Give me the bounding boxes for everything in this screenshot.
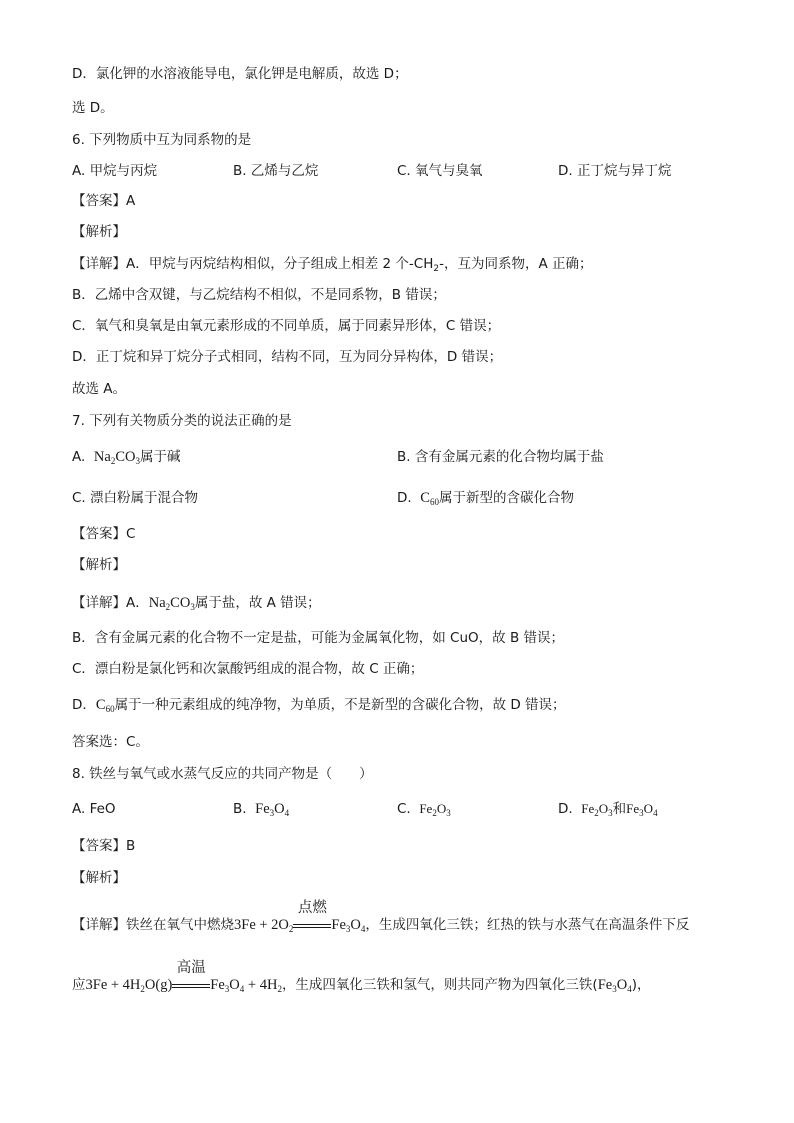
option-b: B. 含有金属元素的化合物均属于盐 [397, 449, 604, 465]
question-6: 6. 下列物质中互为同系物的是 [72, 132, 252, 148]
explanation-line: C．氧气和臭氧是由氧元素形成的不同单质，属于同素异形体，C 错误； [72, 318, 501, 334]
explanation-text: 应 [72, 977, 86, 993]
option-letter: A. [72, 449, 86, 465]
option-a: A. FeO [72, 801, 116, 817]
equation: $3Fe + 4H_2O(g)$ 高温 $Fe_3O_4 + 4H_2$ [85, 960, 282, 994]
formula: $Fe_3O_4$ [255, 801, 290, 818]
explanation-line: 【详解】A．甲烷与丙烷结构相似，分子组成上相差 2 个$-CH_2-$，互为同系物，A 正确； [72, 256, 593, 274]
answer-tag: 【答案】 [72, 193, 126, 209]
option-letter: D. [558, 801, 573, 817]
formula: $Fe_2O_3$ [581, 801, 613, 818]
explanation-text: ，生成四氧化三铁和氢气，则共同产物为四氧化三铁( [281, 977, 598, 993]
question-7: 7. 下列有关物质分类的说法正确的是 [72, 413, 292, 429]
explanation-text: A．甲烷与丙烷结构相似，分子组成上相差 2 个-CH [126, 256, 434, 272]
answer-tag: 【答案】 [72, 838, 126, 854]
option-letter: D. [397, 490, 412, 506]
explanation-text: A． [126, 595, 149, 611]
option-d: D. 正丁烷与异丁烷 [558, 163, 672, 179]
formula: $Na_2CO_3$ [93, 449, 140, 466]
question-8: 8. 铁丝与氧气或水蒸气反应的共同产物是（ ） [72, 766, 373, 782]
answer-value: C [126, 526, 136, 542]
analysis-tag: 【解析】 [72, 224, 126, 240]
explanation-line [72, 960, 651, 994]
option-d [397, 489, 574, 507]
explanation-text: 属于盐，故 A 错误； [194, 595, 321, 611]
detail-tag: 【详解】 [72, 917, 126, 933]
explanation-line [72, 900, 690, 934]
option-c: C. 氧气与臭氧 [397, 163, 483, 179]
option-text: 属于新型的含碳化合物 [438, 490, 574, 506]
explanation-line: C．漂白粉是氯化钙和次氯酸钙组成的混合物，故 C 正确； [72, 661, 424, 677]
option-letter: C. [397, 801, 411, 817]
analysis-tag: 【解析】 [72, 557, 126, 573]
formula: $C_{60}$ [95, 697, 115, 714]
option-letter: B. [233, 801, 247, 817]
condition-label: 高温 [176, 960, 206, 976]
explanation-text: )， [631, 977, 651, 993]
answer-tag: 【答案】 [72, 526, 126, 542]
option-text: 属于碱 [139, 449, 181, 465]
text-line: 选 D。 [72, 100, 114, 116]
condition-label: 点燃 [297, 900, 327, 916]
option-b: B. 乙烯与乙烷 [233, 163, 319, 179]
answer-value: A [126, 193, 136, 209]
detail-tag: 【详解】 [72, 256, 126, 272]
explanation-line [72, 696, 566, 714]
option-c [397, 800, 451, 818]
answer-value: B [126, 838, 136, 854]
explanation-text: -，互为同系物，A 正确； [439, 256, 593, 272]
detail-tag: 【详解】 [72, 595, 126, 611]
explanation-text: 属于一种元素组成的纯净物，为单质，不是新型的含碳化合物，故 D 错误； [114, 697, 566, 713]
explanation-line [72, 594, 321, 612]
answer-line [72, 192, 135, 210]
answer-line [72, 837, 135, 855]
explanation-line: 答案选：C。 [72, 734, 149, 750]
explanation-text: ，生成四氧化三铁；红热的铁与水蒸气在高温条件下反 [365, 917, 690, 933]
formula: $Na_2CO_3$ [148, 595, 195, 612]
explanation-text: D． [72, 697, 96, 713]
option-c: C. 漂白粉属于混合物 [72, 490, 199, 506]
formula: $Fe_2O_3$ [419, 801, 451, 818]
explanation-line: B．乙烯中含双键，与乙烷结构不相似，不是同系物，B 错误； [72, 287, 446, 303]
formula: $Fe_3O_4$ [626, 801, 658, 818]
analysis-tag: 【解析】 [72, 870, 126, 886]
option-a [72, 448, 180, 466]
option-text: 和 [612, 801, 627, 817]
text-line: D．氯化钾的水溶液能导电，氯化钾是电解质，故选 D； [72, 66, 408, 82]
answer-line [72, 525, 135, 543]
explanation-line: 故选 A。 [72, 381, 127, 397]
explanation-text: 铁丝在氧气中燃烧 [126, 917, 234, 933]
option-d [558, 800, 658, 818]
explanation-line: B．含有金属元素的化合物不一定是盐，可能为金属氧化物，如 CuO，故 B 错误； [72, 630, 565, 646]
formula: $C_{60}$ [420, 490, 439, 507]
formula: $Fe_3O_4$ [597, 977, 632, 994]
equation: $3Fe + 2O_2$ 点燃 $Fe_3O_4$ [234, 900, 366, 934]
option-b [233, 800, 289, 818]
option-a: A. 甲烷与丙烷 [72, 163, 158, 179]
explanation-line: D．正丁烷和异丁烷分子式相同，结构不同，互为同分异构体，D 错误； [72, 349, 503, 365]
